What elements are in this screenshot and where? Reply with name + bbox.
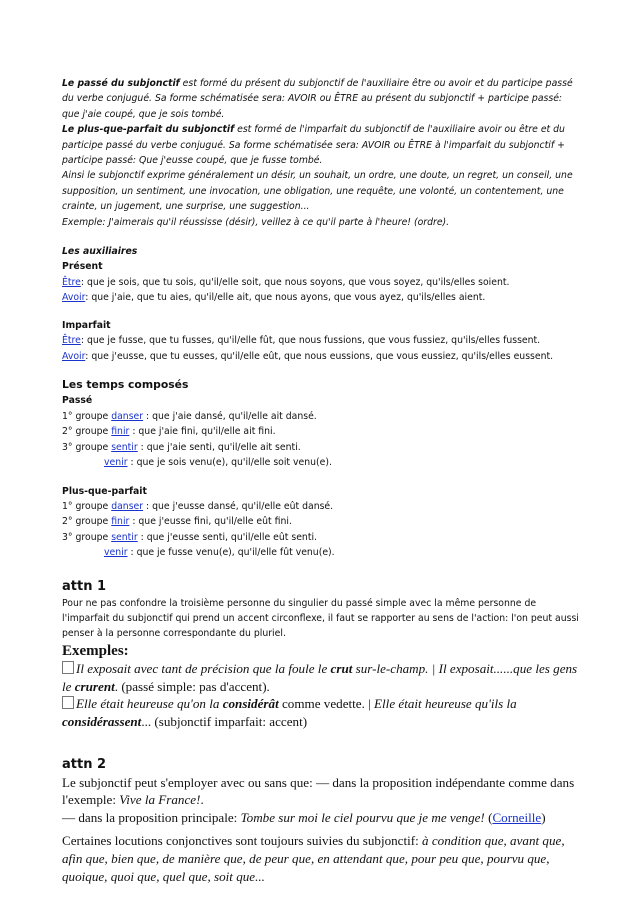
attn2-p1-text: Le subjonctif peut s'employer avec ou sans que: — dans la proposition indépendante comme dans l'exemple: [62,774,575,808]
conjugation-row [62,545,582,560]
conjugation-row [62,440,582,455]
auxiliaires-section [62,244,582,364]
verb-link[interactable]: finir [111,426,130,438]
ex2-note: ... (subjonctif imparfait: accent) [141,713,308,729]
avoir-link[interactable]: Avoir [62,292,86,304]
intro-passe-paragraph [62,76,582,122]
examples-heading: Exemples: [62,643,129,660]
group-label: 1° groupe [62,410,112,422]
composes-heading: Les temps composés [62,377,189,391]
attn2-heading: attn 2 [62,756,107,772]
intro-usage-paragraph: Ainsi le subjonctif exprime généralement un désir, un souhait, un ordre, une doute, un regret, un conseil, une supposition, un sentiment, une invocation, une obligation, une requête, une volonté, un contentement, une crainte, un jugement, une surprise, une suggestion... [62,170,573,213]
ex1-verb-crut: crut [330,661,353,677]
etre-imparfait-text: : que je fusse, que tu fusses, qu'il/elle fût, que nous fussions, que vous fussiez, qu'ils/elles fussent. [80,335,541,347]
passe-term: Le passé du subjonctif [62,78,180,89]
verb-link[interactable]: finir [111,516,130,528]
attn2-paragraph-3 [62,832,582,885]
avoir-present-row [62,290,582,305]
page-content [62,76,582,885]
attn1-heading: attn 1 [62,578,107,594]
conjugation-row [62,455,582,470]
verb-link[interactable]: venir [104,547,128,559]
conjugation-row [62,530,582,545]
conjugation-text: : que j'aie senti, qu'il/elle ait senti. [137,441,301,453]
etre-imparfait-row [62,333,582,348]
attn2-p3-locutions: à condition que, avant que, afin que, bien que, de manière que, de peur que, en attendant que, pour peu que, pourvu que, quoique, quoi que, quel que, soit que... [62,833,565,884]
ex2-text-a: Elle était heureuse qu'on la [76,696,223,712]
conjugation-row [62,499,582,514]
attn1-body: Pour ne pas confondre la troisième personne du singulier du passé simple avec la même personne de l'imparfait du subjonctif qui prend un accent circonflexe, il faut se rapporter au sens de l'action: l'on peut aussi penser à la personne correspondante du pluriel. [62,597,579,639]
attn2-p1-example: Vive la France! [119,792,201,808]
ex2-verb-considerassent: considérassent [62,713,142,729]
group-label: 2° groupe [62,516,112,528]
ex1-verb-crurent: crurent [74,678,115,694]
conjugation-row [62,424,582,439]
attn2-p2-paren-open: ( [484,809,493,825]
avoir-link-imparfait[interactable]: Avoir [62,350,86,362]
pqp-term: Le plus-que-parfait du subjonctif [62,124,235,136]
ex2-text-d: Elle était heureuse qu'ils la [374,696,517,712]
group-label: 1° groupe [62,500,112,512]
conjugation-text: : que je fusse venu(e), qu'il/elle fût venu(e). [127,547,335,559]
attn2-p1-end: . [200,792,204,808]
missing-image-icon [62,661,74,674]
passe-definition: est formé du présent du subjonctif de l'auxiliaire être ou avoir et du participe passé du verbe conjugué. Sa forme schématisée sera: AVOIR ou ÊTRE au présent du subjonctif + participe passé: que j'aie coupé, que je sois tombé. [62,78,573,120]
composes-section [62,377,582,561]
auxiliaires-heading: Les auxiliaires [62,246,138,258]
etre-link-imparfait[interactable]: Être [62,335,81,347]
attn2-p2-text: — dans la proposition principale: [62,809,241,825]
example-1 [62,660,582,695]
avoir-imparfait-text: : que j'eusse, que tu eusses, qu'il/elle eût, que nous eussions, que vous eussiez, qu'ils/elles eussent. [85,350,554,362]
attn2-section [62,756,582,886]
conjugation-text: : que j'eusse senti, qu'il/elle eût senti. [137,531,317,543]
missing-image-icon [62,696,74,709]
etre-present-text: : que je sois, que tu sois, qu'il/elle soit, que nous soyons, que vous soyez, qu'ils/elles soient. [80,276,510,288]
etre-present-row [62,275,582,290]
intro-example: Exemple: J'aimerais qu'il réussisse (désir), veillez à ce qu'il parte à l'heure! (ordre). [62,216,450,228]
conjugation-text: : que je sois venu(e), qu'il/elle soit venu(e). [127,457,332,469]
conjugation-row [62,514,582,529]
group-label: 2° groupe [62,426,112,438]
intro-pqp-paragraph [62,122,582,168]
avoir-present-text: : que j'aie, que tu aies, qu'il/elle ait, que nous ayons, que vous ayez, qu'ils/elles aient. [85,292,486,304]
corneille-link[interactable]: Corneille [492,809,542,825]
conjugation-text: : que j'eusse fini, qu'il/elle eût fini. [129,516,292,528]
ex2-verb-considerat: considérât [222,696,279,712]
attn2-p2-paren-close: ) [541,809,546,825]
conjugation-text: : que j'aie fini, qu'il/elle ait fini. [129,426,276,438]
present-label: Présent [62,261,103,273]
verb-link[interactable]: danser [111,500,144,512]
pqp-conjugation-list [62,499,582,561]
ex2-text-c: comme vedette. | [278,696,375,712]
conjugation-row [62,409,582,424]
pqp-definition: est formé de l'imparfait du subjonctif de l'auxiliaire avoir ou être et du participe passé du verbe conjugué. Sa forme schématisée sera: AVOIR ou ÊTRE à l'imparfait du subjonctif + participe passé: Que j'eusse coupé, que je fusse tombé. [62,124,565,167]
imparfait-label: Imparfait [62,319,111,331]
verb-link[interactable]: danser [111,410,144,422]
ex1-text-a: Il exposait avec tant de précision que la foule le [76,661,331,677]
passe-label: Passé [62,394,93,406]
etre-link[interactable]: Être [62,276,81,288]
verb-link[interactable]: venir [104,457,128,469]
ex1-note: . (passé simple: pas d'accent). [114,678,270,694]
attn2-p2-quote: Tombe sur moi le ciel pourvu que je me venge! [240,809,485,825]
conjugation-text: : que j'eusse dansé, qu'il/elle eût dansé. [143,500,334,512]
attn1-section [62,578,582,731]
pqp-label: Plus-que-parfait [62,485,147,497]
ex1-text-c: sur-le-champ. | Il exposait......que les gens le [62,661,578,694]
attn2-p3-text: Certaines locutions conjonctives sont toujours suivies du subjonctif: [62,833,423,849]
conjugation-text: : que j'aie dansé, qu'il/elle ait dansé. [143,410,317,422]
group-label: 3° groupe [62,531,112,543]
attn2-paragraph-2 [62,809,582,827]
passe-conjugation-list [62,409,582,471]
example-2 [62,695,582,730]
verb-link[interactable]: sentir [111,441,138,453]
attn2-paragraph-1 [62,774,582,809]
avoir-imparfait-row [62,349,582,364]
intro-section [62,76,582,230]
verb-link[interactable]: sentir [111,531,138,543]
group-label: 3° groupe [62,441,112,453]
